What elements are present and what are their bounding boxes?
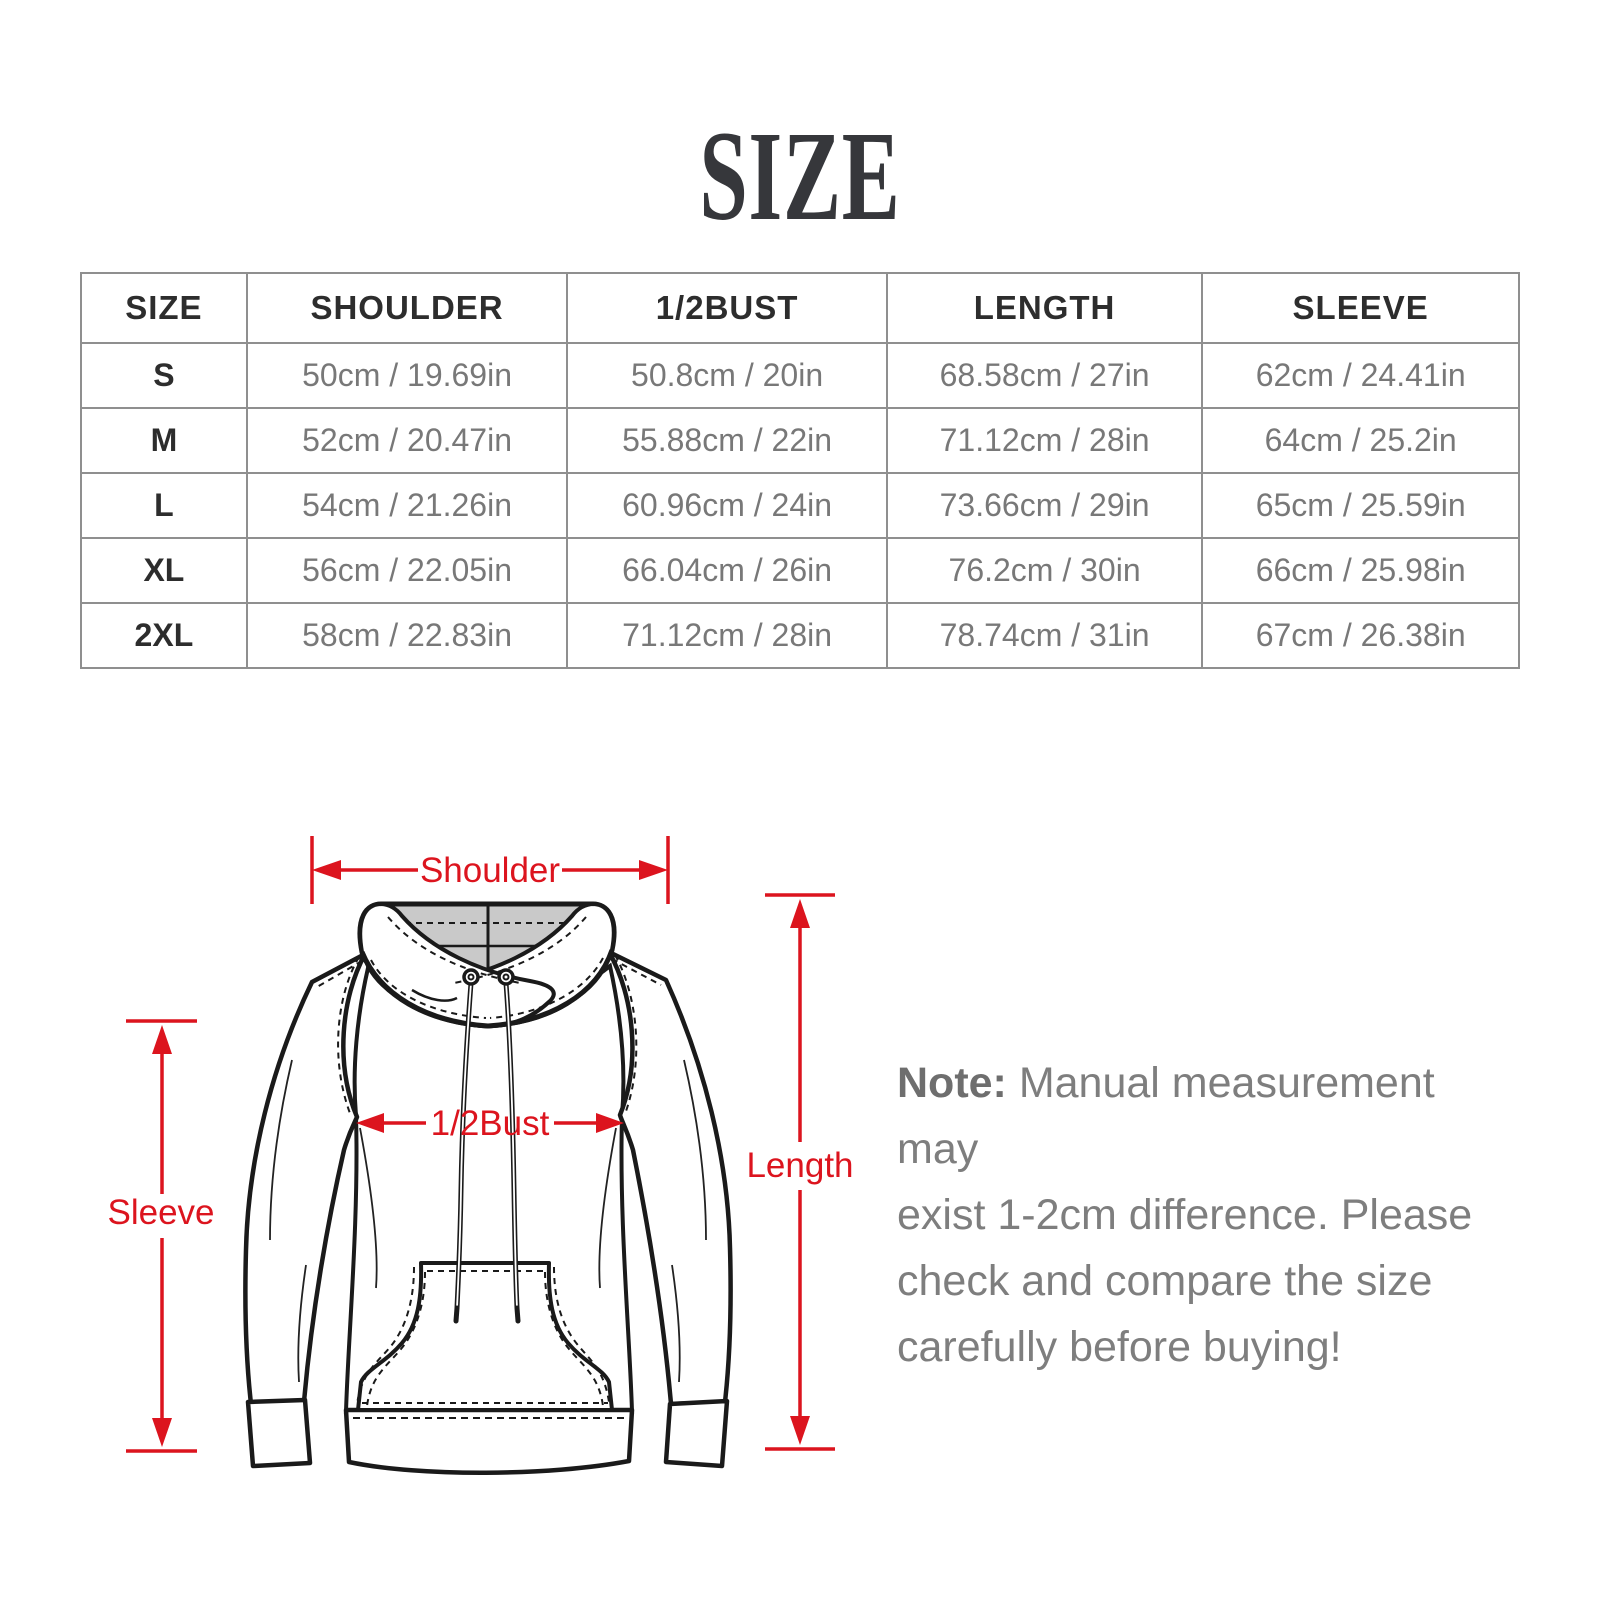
sleeve-cell: 65cm / 25.59in	[1202, 473, 1519, 538]
note-line	[897, 1050, 1517, 1182]
note-text	[897, 1050, 1517, 1380]
length-arrow-label: Length	[746, 1146, 854, 1185]
note-line: check and compare the size	[897, 1257, 1433, 1305]
sleeve-cell: 62cm / 24.41in	[1202, 343, 1519, 408]
note-prefix: Note:	[897, 1059, 1007, 1107]
hoodie-measurement-diagram	[100, 820, 860, 1590]
table-row	[81, 473, 1519, 538]
shoulder-cell: 56cm / 22.05in	[247, 538, 568, 603]
sleeve-cell: 64cm / 25.2in	[1202, 408, 1519, 473]
bust-cell: 60.96cm / 24in	[567, 473, 887, 538]
bust-cell: 71.12cm / 28in	[567, 603, 887, 668]
shoulder-cell: 58cm / 22.83in	[247, 603, 568, 668]
length-cell: 76.2cm / 30in	[887, 538, 1202, 603]
note-line: exist 1-2cm difference. Please	[897, 1191, 1473, 1239]
sleeve-cell: 66cm / 25.98in	[1202, 538, 1519, 603]
bust-cell: 55.88cm / 22in	[567, 408, 887, 473]
bust-cell: 50.8cm / 20in	[567, 343, 887, 408]
note-line: carefully before buying!	[897, 1323, 1342, 1371]
sleeve-arrow	[107, 1021, 214, 1451]
shoulder-arrow	[312, 836, 668, 904]
right-cuff	[666, 1401, 727, 1466]
header-size: SIZE	[81, 273, 247, 343]
bust-cell: 66.04cm / 26in	[567, 538, 887, 603]
note-line-text: Manual measurement may	[897, 1059, 1435, 1173]
table-row	[81, 603, 1519, 668]
size-cell: 2XL	[81, 603, 247, 668]
table-row	[81, 408, 1519, 473]
size-table	[80, 272, 1520, 669]
left-cuff	[248, 1400, 310, 1466]
length-cell: 73.66cm / 29in	[887, 473, 1202, 538]
shoulder-cell: 52cm / 20.47in	[247, 408, 568, 473]
table-row	[81, 343, 1519, 408]
header-shoulder: SHOULDER	[247, 273, 568, 343]
sleeve-cell: 67cm / 26.38in	[1202, 603, 1519, 668]
shoulder-cell: 50cm / 19.69in	[247, 343, 568, 408]
table-header-row	[81, 273, 1519, 343]
page-title-text: SIZE	[699, 105, 901, 247]
length-cell: 68.58cm / 27in	[887, 343, 1202, 408]
hem-band	[346, 1410, 632, 1473]
size-table-container	[80, 272, 1520, 669]
size-cell: S	[81, 343, 247, 408]
length-cell: 71.12cm / 28in	[887, 408, 1202, 473]
bust-arrow-label: 1/2Bust	[430, 1104, 550, 1143]
header-sleeve: SLEEVE	[1202, 273, 1519, 343]
table-row	[81, 538, 1519, 603]
length-cell: 78.74cm / 31in	[887, 603, 1202, 668]
size-cell: XL	[81, 538, 247, 603]
size-cell: L	[81, 473, 247, 538]
header-bust: 1/2BUST	[567, 273, 887, 343]
shoulder-cell: 54cm / 21.26in	[247, 473, 568, 538]
header-length: LENGTH	[887, 273, 1202, 343]
size-cell: M	[81, 408, 247, 473]
hoodie-left-sleeve	[245, 954, 365, 1404]
length-arrow	[746, 895, 853, 1449]
shoulder-arrow-label: Shoulder	[419, 851, 561, 890]
sleeve-arrow-label: Sleeve	[107, 1193, 215, 1232]
page-title	[0, 105, 1600, 247]
